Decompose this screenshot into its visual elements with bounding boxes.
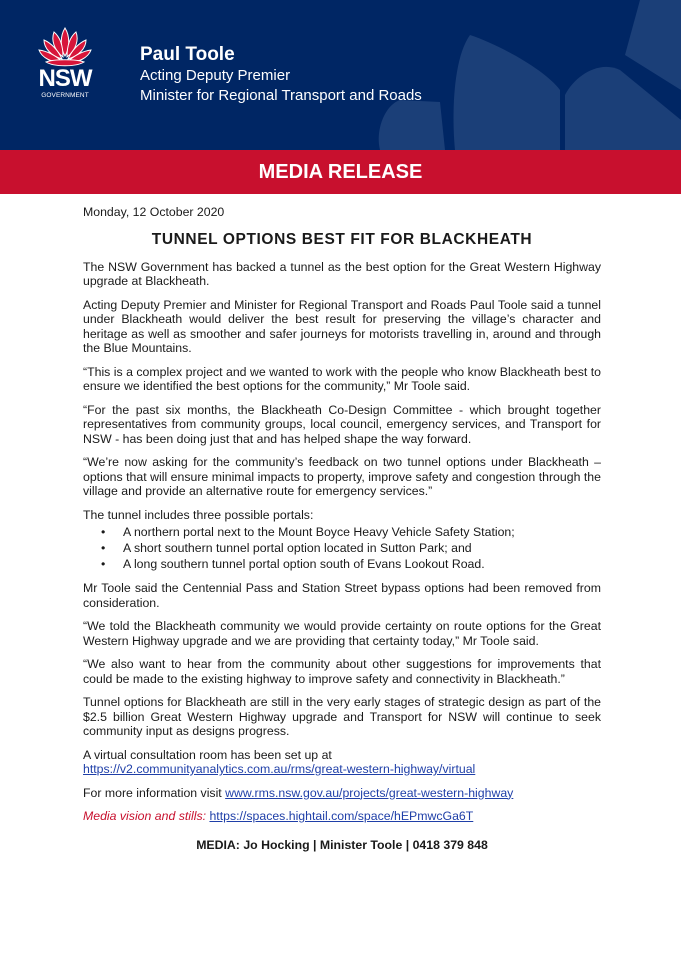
release-body [83, 205, 601, 852]
paragraph: “This is a complex project and we wanted to work with the people who know Blackheath best to ensure we identified the best options for the community,” Mr Toole said. [83, 364, 601, 393]
list-item: • A short southern tunnel portal option located in Sutton Park; and [123, 540, 601, 556]
paragraph: The NSW Government has backed a tunnel as the best option for the Great Western Highway upgrade at Blackheath. [83, 259, 601, 288]
virtual-room-link[interactable]: https://v2.communityanalytics.com.au/rms/great-western-highway/virtual [83, 762, 476, 776]
release-title: TUNNEL OPTIONS BEST FIT FOR BLACKHEATH [151, 230, 533, 248]
release-date: Monday, 12 October 2020 [83, 205, 225, 219]
paragraph: “For the past six months, the Blackheath Co-Design Committee - which brought together representatives from community groups, local council, emergency services, and Transport for NSW - has been doing just that and has helped shape the way forward. [83, 402, 601, 446]
logo-wordmark: NSW [38, 65, 92, 92]
waratah-icon [36, 26, 94, 68]
minister-role-1: Acting Deputy Premier [140, 67, 291, 84]
more-info-text: For more information visit [83, 785, 226, 800]
paragraph: Acting Deputy Premier and Minister for Regional Transport and Roads Paul Toole said a tunnel under Blackheath would deliver the best result for preserving the village’s character and heritage as well as smoother and safer journeys for motorists travelling in, around and through the Blue Mountains. [83, 297, 601, 355]
header-banner [0, 0, 681, 150]
paragraph: “We told the Blackheath community we would provide certainty on route options for the Great Western Highway upgrade and we are providing that certainty today,” Mr Toole said. [83, 619, 601, 648]
paragraph: The tunnel includes three possible portals: [83, 507, 314, 522]
media-contact: MEDIA: Jo Hocking | Minister Toole | 0418 379 848 [196, 837, 488, 852]
virtual-room-paragraph [83, 748, 601, 777]
paragraph: “We’re now asking for the community’s feedback on two tunnel options under Blackheath – options that will ensure minimal impacts to property, improve safety and congestion through the village and provide an alternative route for emergency services.” [83, 455, 601, 498]
nsw-government-logo [36, 26, 94, 106]
portals-list [83, 524, 601, 572]
list-item: • A northern portal next to the Mount Boyce Heavy Vehicle Safety Station; [123, 524, 601, 540]
minister-role-2: Minister for Regional Transport and Roads [140, 87, 422, 104]
paragraph: Tunnel options for Blackheath are still in the very early stages of strategic design as part of the $2.5 billion Great Western Highway upgrade and Transport for NSW will continue to seek community input as designs progress. [83, 695, 601, 738]
media-vision-label: Media vision and stills: [83, 809, 207, 823]
more-info-paragraph [83, 786, 601, 801]
minister-name: Paul Toole [140, 44, 235, 65]
logo-subtitle: GOVERNMENT [41, 92, 89, 99]
paragraph: Mr Toole said the Centennial Pass and Station Street bypass options had been removed from consideration. [83, 581, 601, 610]
media-vision-link[interactable]: https://spaces.hightail.com/space/hEPmwcGa6T [209, 809, 474, 823]
virtual-room-text: A virtual consultation room has been set up at [83, 747, 332, 762]
list-item: • A long southern tunnel portal option south of Evans Lookout Road. [123, 556, 601, 572]
media-release-banner: MEDIA RELEASE [0, 150, 681, 194]
media-vision-paragraph [83, 809, 601, 824]
paragraph: “We also want to hear from the community about other suggestions for improvements that could be made to the existing highway to improve safety and connectivity in Blackheath.” [83, 657, 601, 686]
minister-block [140, 44, 422, 106]
more-info-link[interactable]: www.rms.nsw.gov.au/projects/great-western-highway [225, 785, 514, 800]
